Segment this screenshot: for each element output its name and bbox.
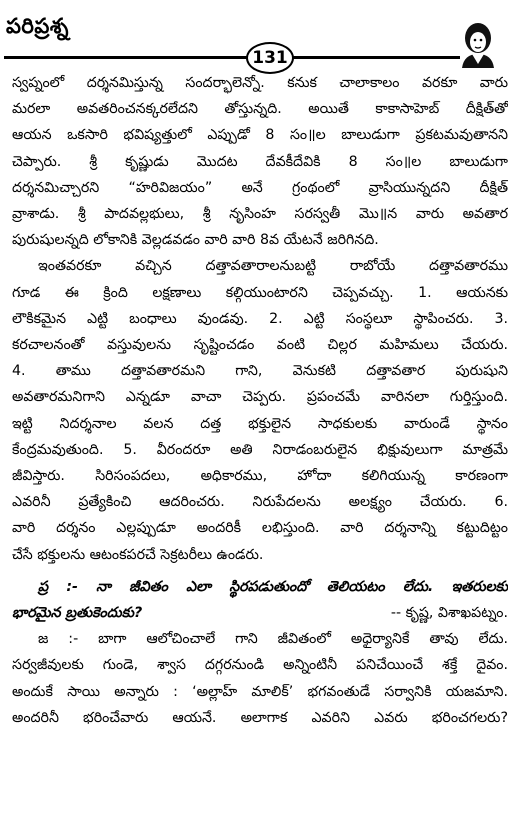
question-text: భారమైన బ్రతుకెందుకు? [12, 605, 143, 622]
paragraph [12, 70, 508, 253]
text-line: 4. తాము దత్తావతారమని గాని, వెనుకటి దత్తావతార పురుషుని [12, 363, 508, 380]
header-rule [4, 56, 460, 59]
text-line: వారి దర్శనం ఎల్లప్పుడూ అందరికీ లభిస్తుంది. వారి దర్శనాన్ని కట్టుదిట్టం [12, 520, 508, 537]
text-line: మరలా అవతరించనక్కరలేదని తోస్తున్నది. అయితే కాకాసాహెబ్ దీక్షిత్‌తో [12, 101, 508, 118]
text-line: అవతారమనిగాని ఎన్నడూ వాచా చెప్పరు. ప్రపంచమే వారినలా గుర్తిస్తుంది. [12, 389, 508, 406]
text-line: కరచాలనంతో వస్తువులను సృష్టించడం వంటి చిల్లర మహిమలు చేయరు. [12, 337, 508, 354]
text-line: చేసే భక్తులను ఆటంకపరచే సెక్రటరీలు ఉండరు. [12, 546, 264, 563]
portrait-icon [458, 20, 498, 68]
paragraph [12, 253, 508, 567]
text-line: దర్శనమిచ్చారని “హరివిజయం” అనే గ్రంథంలో వ్రాసియున్నదని దీక్షిత్ [12, 179, 508, 196]
running-title: పరిప్రశ్న [6, 14, 69, 38]
answer-block [12, 626, 508, 731]
text-line: ఆయన ఒకసారి భవిష్యత్తులో ఎప్పుడో 8 సం॥ల బాలుడుగా ప్రకటమవుతానని [12, 127, 508, 144]
text-line: వ్రాశాడు. శ్రీ పాదవల్లభులు, శ్రీ నృసింహ సరస్వతీ మొ॥న వారు అవతార [12, 206, 508, 223]
page-body [12, 70, 508, 731]
answer-text: అందరినీ భరించేవారు ఆయనే. అలాగాక ఎవరిని ఎవరు భరించగలరు? [12, 709, 508, 726]
text-line: లౌకికమైన ఎట్టి బంధాలు వుండవు. 2. ఎట్టి సంస్థలూ స్థాపించరు. 3. [12, 310, 508, 327]
text-line: చెప్పారు. శ్రీ కృష్ణుడు మొదట దేవకీదేవికి 8 సం॥ల బాలుడుగా [12, 153, 508, 170]
text-line: ఇట్టి నిదర్శనాల వలన దత్త భక్తులైన సాధకులకు వారుండే స్థానం [12, 415, 508, 432]
page-header [0, 0, 520, 68]
text-line: పురుషులన్నది లోకానికి వెల్లడవడం వారి వారి 8వ యేటనే జరిగినది. [12, 232, 379, 249]
text-line: జీవిస్తారు. సిరిసంపదలు, అధికారము, హోదా కలిగియున్న కారణంగా [12, 468, 508, 485]
question-block [12, 574, 508, 626]
text-line: ఇంతవరకూ వచ్చిన దత్తావతారాలనుబట్టి రాబోయే దత్తావతారము [38, 258, 508, 275]
page-number: 131 [246, 42, 294, 74]
text-line: ఎవరినీ ప్రత్యేకించి ఆదరించరు. నిరుపేదలను అలక్ష్యం చేయరు. 6. [12, 494, 508, 511]
answer-text: జ :- బాగా ఆలోచించాలే గాని జీవితంలో అధైర్యానికే తావు లేదు. [38, 631, 508, 648]
text-line: గూడ ఈ క్రింది లక్షణాలు కల్గియుంటారని చెప్పవచ్చు. 1. ఆయనకు [12, 284, 508, 301]
text-line: స్వప్నంలో దర్శనమిస్తున్న సందర్భాలెన్నో. కనుక చాలాకాలం వరకూ వారు [12, 75, 508, 91]
answer-text: సర్వజీవులకు గుండె, శ్వాస దగ్గరనుండి అన్నింటినీ పనిచేయించే శక్తే దైవం. [12, 657, 508, 674]
question-last-line [12, 600, 508, 626]
question-sender: -- కృష్ణ, విశాఖపట్నం. [390, 605, 508, 622]
text-line: కేంద్రమవుతుంది. 5. వీరందరూ అతి నిరాడంబరులైన భిక్షువులుగా మాత్రమే [12, 441, 508, 458]
question-text: ప్ర :- నా జీవితం ఎలా స్థిరపడుతుందో తెలియటం లేదు. ఇతరులకు [38, 578, 508, 595]
answer-text: అందుకే సాయి అన్నారు : ‘అల్లాహ్ మాలిక్’ భగవంతుడే సర్వానికి యజమాని. [12, 683, 508, 700]
